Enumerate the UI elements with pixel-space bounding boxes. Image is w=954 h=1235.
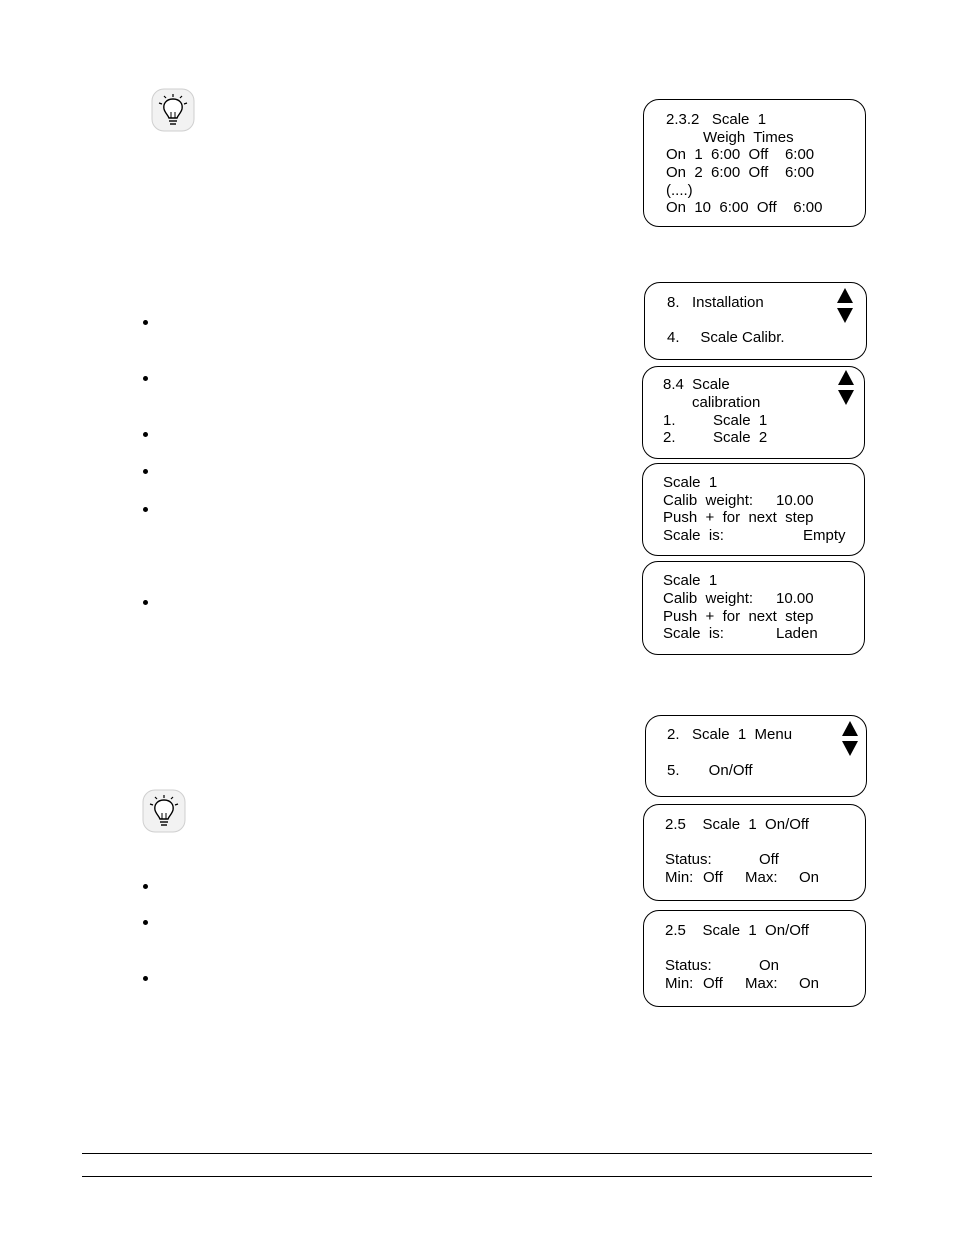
status-label: Status:	[665, 957, 712, 974]
onoff-title: 2.5 Scale 1 On/Off	[665, 922, 809, 939]
calib-weight-value: 10.00	[776, 590, 814, 607]
scale-state-value: Laden	[776, 625, 818, 642]
min-label: Min:	[665, 975, 694, 992]
installation-menu-display	[644, 282, 867, 360]
scale-calibration-menu-display	[642, 366, 865, 459]
footer-rule-bottom	[82, 1176, 872, 1177]
status-value: Off	[759, 851, 779, 868]
list-bullet	[143, 432, 148, 437]
onoff-title: 2.5 Scale 1 On/Off	[665, 816, 809, 833]
max-label: Max:	[745, 869, 778, 886]
list-bullet	[143, 884, 148, 889]
scroll-arrows-icon[interactable]	[837, 370, 855, 406]
list-bullet	[143, 507, 148, 512]
lcd-line: On 10 6:00 Off 6:00	[666, 199, 823, 216]
menu-line: 1. Scale 1	[663, 412, 768, 429]
lcd-line: (....)	[666, 182, 693, 199]
list-bullet	[143, 976, 148, 981]
onoff-status-on-display	[643, 910, 866, 1007]
max-label: Max:	[745, 975, 778, 992]
lcd-line: 2.3.2 Scale 1	[666, 111, 767, 128]
min-value: Off	[703, 869, 723, 886]
scroll-arrows-icon[interactable]	[841, 721, 859, 757]
instruction-text: Push + for next step	[663, 509, 814, 526]
scale-menu-display	[645, 715, 867, 797]
list-bullet	[143, 376, 148, 381]
weigh-times-display	[643, 99, 866, 227]
calib-weight-label: Calib weight:	[663, 492, 754, 509]
list-bullet	[143, 920, 148, 925]
menu-line: 8.4 Scale	[663, 376, 730, 393]
onoff-status-off-display	[643, 804, 866, 901]
scale-state-value: Empty	[803, 527, 846, 544]
list-bullet	[143, 469, 148, 474]
list-bullet	[143, 320, 148, 325]
lcd-line: On 1 6:00 Off 6:00	[666, 146, 815, 163]
max-value: On	[799, 869, 820, 886]
calib-weight-label: Calib weight:	[663, 590, 754, 607]
lightbulb-icon	[142, 789, 186, 833]
menu-line: 4. Scale Calibr.	[667, 329, 785, 346]
scale-title: Scale 1	[663, 572, 718, 589]
menu-line: 2. Scale 2	[663, 429, 768, 446]
calibration-empty-display	[642, 463, 865, 556]
menu-line: 8. Installation	[667, 294, 764, 311]
lightbulb-icon	[151, 88, 195, 132]
status-value: On	[759, 957, 780, 974]
status-label: Status:	[665, 851, 712, 868]
min-value: Off	[703, 975, 723, 992]
calib-weight-value: 10.00	[776, 492, 814, 509]
lcd-line: Weigh Times	[703, 129, 794, 146]
scale-title: Scale 1	[663, 474, 718, 491]
footer-rule-top	[82, 1153, 872, 1154]
menu-line: 5. On/Off	[667, 762, 753, 779]
lcd-line: On 2 6:00 Off 6:00	[666, 164, 815, 181]
calibration-laden-display	[642, 561, 865, 655]
scale-state-label: Scale is:	[663, 625, 724, 642]
list-bullet	[143, 600, 148, 605]
menu-line: calibration	[692, 394, 761, 411]
max-value: On	[799, 975, 820, 992]
scale-state-label: Scale is:	[663, 527, 724, 544]
min-label: Min:	[665, 869, 694, 886]
scroll-arrows-icon[interactable]	[836, 288, 854, 324]
menu-line: 2. Scale 1 Menu	[667, 726, 793, 743]
instruction-text: Push + for next step	[663, 608, 814, 625]
